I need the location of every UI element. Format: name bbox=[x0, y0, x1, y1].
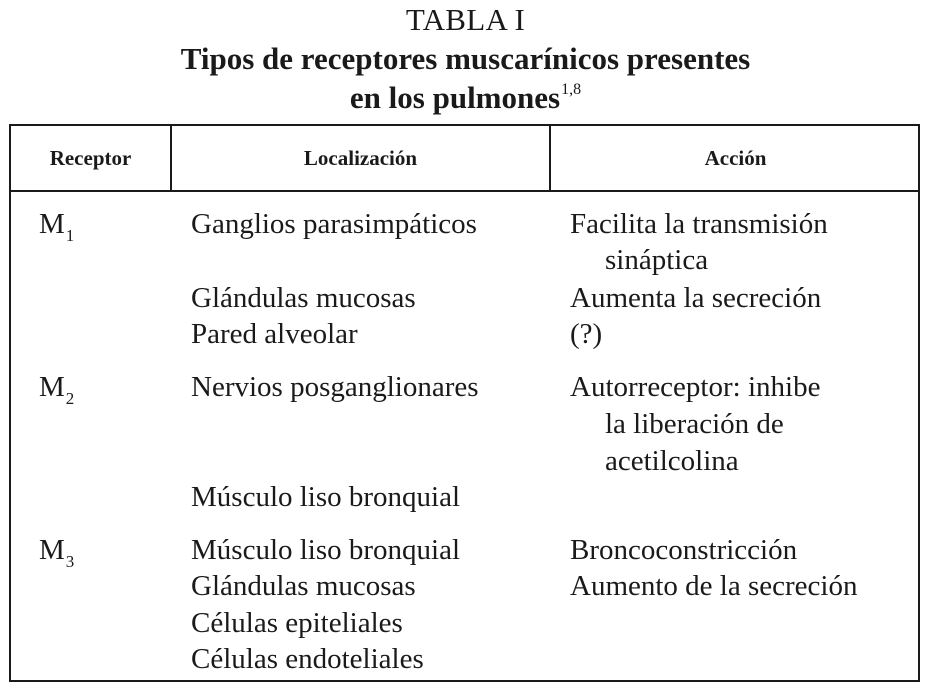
table-number: TABLA I bbox=[405, 2, 526, 37]
receptor-base: M bbox=[39, 534, 65, 566]
header-accion: Acción bbox=[704, 146, 767, 170]
localizacion-cell: Ganglios parasimpáticos bbox=[191, 208, 477, 240]
localizacion-cell: Glándulas mucosas bbox=[191, 570, 416, 602]
localizacion-cell: Músculo liso bronquial bbox=[191, 481, 461, 513]
localizacion-cell: Células endoteliales bbox=[191, 643, 424, 675]
localizacion-cell: Nervios posganglionares bbox=[191, 371, 479, 403]
localizacion-cell: Células epiteliales bbox=[191, 607, 403, 639]
receptor-subscript: 3 bbox=[65, 552, 75, 571]
accion-cell: Facilita la transmisión bbox=[570, 208, 828, 240]
receptor-subscript: 2 bbox=[65, 389, 75, 408]
localizacion-cell: Pared alveolar bbox=[191, 318, 358, 350]
accion-cell: Aumenta la secreción bbox=[570, 282, 822, 314]
receptor-base: M bbox=[39, 208, 65, 240]
receptor-base: M bbox=[39, 371, 65, 403]
table-title-line-1: Tipos de receptores muscarínicos presentes bbox=[180, 41, 751, 76]
header-localizacion: Localización bbox=[303, 146, 418, 170]
table-title-line-2 bbox=[0, 82, 931, 113]
receptor-table bbox=[9, 124, 920, 682]
accion-cell-continuation: sináptica bbox=[605, 244, 709, 276]
table-header-row bbox=[11, 126, 918, 192]
reference-superscript: 1,8 bbox=[561, 81, 582, 98]
localizacion-cell: Músculo liso bronquial bbox=[191, 534, 461, 566]
header-receptor: Receptor bbox=[49, 146, 132, 170]
localizacion-cell: Glándulas mucosas bbox=[191, 282, 416, 314]
receptor-m3 bbox=[39, 532, 74, 572]
accion-cell: (?) bbox=[570, 318, 603, 350]
receptor-m1 bbox=[39, 206, 74, 246]
accion-cell: Autorreceptor: inhibe bbox=[570, 371, 821, 403]
receptor-m2 bbox=[39, 369, 74, 409]
table-title-text: en los pulmones bbox=[349, 80, 561, 115]
accion-cell: Broncoconstricción bbox=[570, 534, 798, 566]
accion-cell-continuation: la liberación de bbox=[605, 408, 784, 440]
receptor-subscript: 1 bbox=[65, 226, 75, 245]
accion-cell: Aumento de la secreción bbox=[570, 570, 858, 602]
accion-cell-continuation: acetilcolina bbox=[605, 445, 739, 477]
